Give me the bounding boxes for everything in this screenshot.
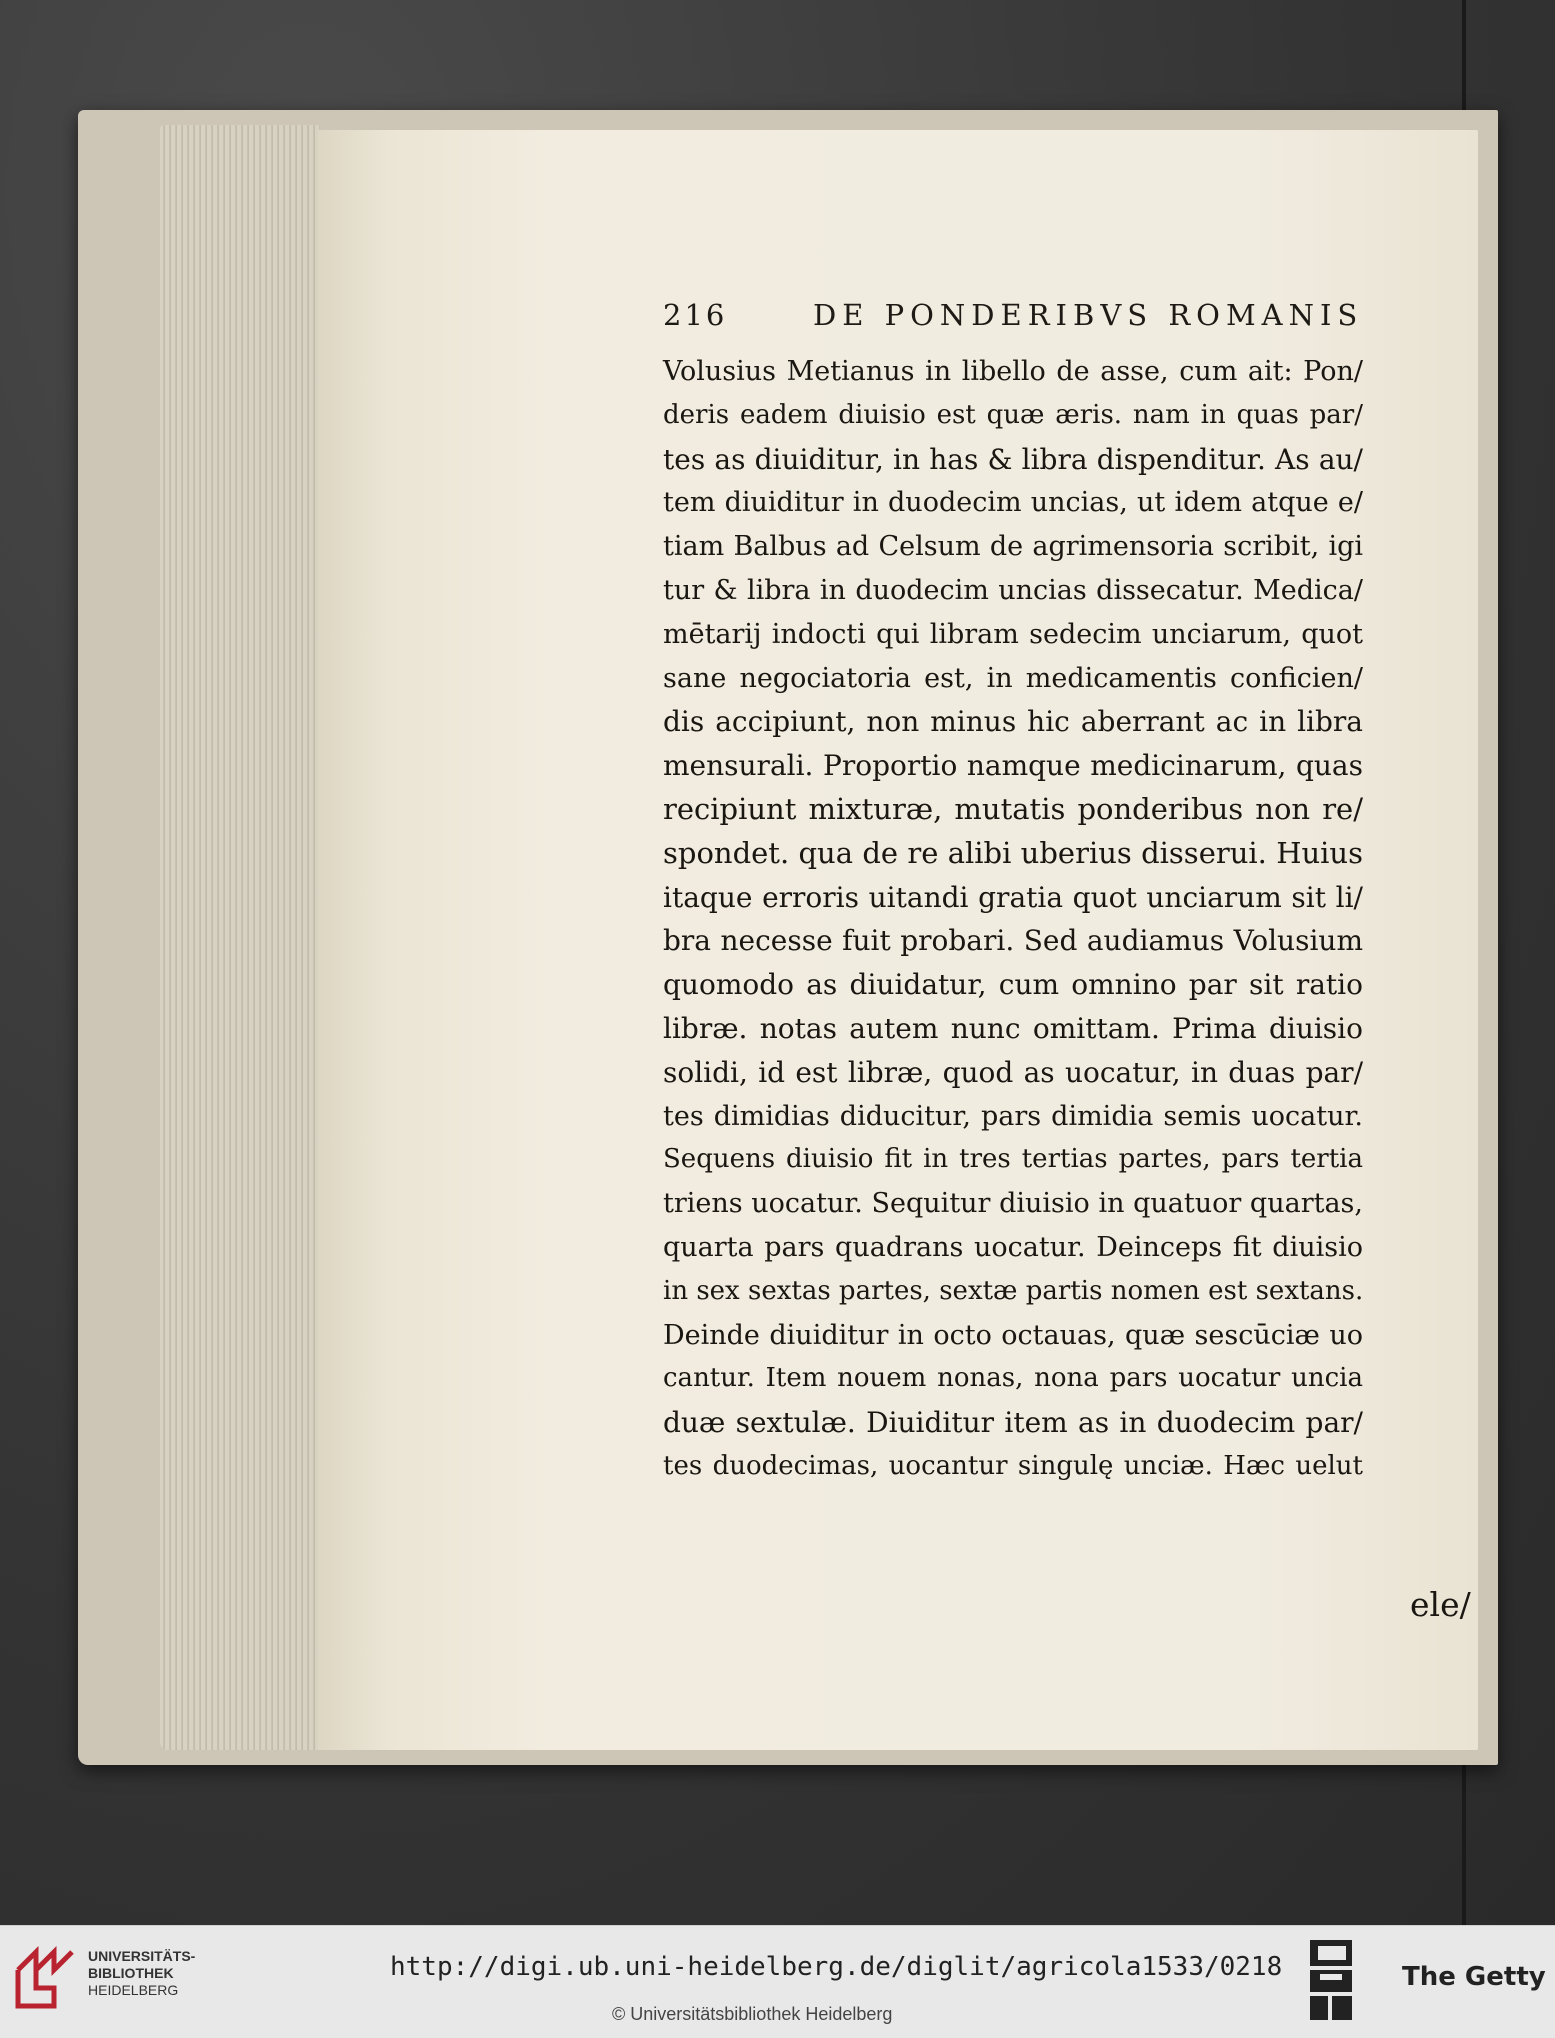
page-edges: [160, 125, 320, 1750]
text-line: tes as diuiditur, in has & libra dispenditur. As au/: [663, 442, 1363, 476]
text-line: Deinde diuiditur in octo octauas, quæ sescūciæ uo: [663, 1319, 1363, 1351]
catchword: ele/: [1410, 1585, 1471, 1624]
text-line: bra necesse fuit probari. Sed audiamus Volusium: [663, 924, 1363, 958]
copyright-notice: © Universitätsbibliothek Heidelberg: [612, 2004, 893, 2024]
partner-name: The Getty: [1402, 1962, 1546, 1992]
text-line: solidi, id est libræ, quod as uocatur, in duas par/: [663, 1055, 1363, 1089]
text-line: quarta pars quadrans uocatur. Deinceps fit diuisio: [663, 1231, 1363, 1263]
permalink[interactable]: http://digi.ub.uni-heidelberg.de/diglit/agricola1533/0218: [390, 1952, 1283, 1982]
text-line: deris eadem diuisio est quæ æris. nam in quas par/: [663, 399, 1363, 430]
text-line: tur & libra in duodecim uncias dissecatur. Medica/: [663, 574, 1363, 606]
page-header: [663, 298, 1364, 336]
text-line: quomodo as diuidatur, cum omnino par sit ratio: [663, 968, 1363, 1002]
institution-line: UNIVERSITÄTS-: [88, 1948, 196, 1964]
getty-logo-icon[interactable]: [1308, 1938, 1354, 2024]
page-number: 216: [663, 298, 728, 332]
institution-line: HEIDELBERG: [88, 1982, 179, 1998]
text-line: libræ. notas autem nunc omittam. Prima diuisio: [663, 1011, 1363, 1045]
running-title: DE PONDERIBVS ROMANIS: [813, 298, 1364, 332]
text-line: triens uocatur. Sequitur diuisio in quatuor quartas,: [663, 1188, 1363, 1220]
institution-name: [88, 1948, 195, 1999]
text-line: tes dimidias diducitur, pars dimidia semis uocatur.: [663, 1100, 1363, 1132]
footer-bar: [0, 1925, 1555, 2038]
text-line: sane negociatoria est, in medicamentis conficien/: [663, 662, 1363, 694]
text-line: tem diuiditur in duodecim uncias, ut idem atque e/: [663, 487, 1363, 519]
text-line: mētarij indocti qui libram sedecim unciarum, quot: [663, 618, 1363, 650]
text-line: tes duodecimas, uocantur singulę unciæ. Hæc uelut: [663, 1450, 1363, 1481]
text-line: duæ sextulæ. Diuiditur item as in duodecim par/: [663, 1406, 1363, 1440]
page-text: [663, 350, 1363, 1489]
text-line: tiam Balbus ad Celsum de agrimensoria scribit, igi: [663, 531, 1363, 563]
text-line: Volusius Metianus in libello de asse, cum ait: Pon/: [663, 356, 1363, 387]
text-line: dis accipiunt, non minus hic aberrant ac in libra: [663, 705, 1363, 739]
institution-line: BIBLIOTHEK: [88, 1965, 174, 1981]
text-line: spondet. qua de re alibi uberius disserui. Huius: [663, 835, 1363, 870]
text-line: mensurali. Proportio namque medicinarum, quas: [663, 749, 1363, 783]
text-line: cantur. Item nouem nonas, nona pars uocatur uncia: [663, 1363, 1363, 1394]
university-library-logo-icon[interactable]: [14, 1940, 76, 2010]
text-line: recipiunt mixturæ, mutatis ponderibus non re/: [663, 791, 1363, 826]
text-line: Sequens diuisio fit in tres tertias partes, pars tertia: [663, 1144, 1363, 1175]
text-line: itaque erroris uitandi gratia quot unciarum sit li/: [663, 880, 1363, 914]
text-line: in sex sextas partes, sextæ partis nomen est sextans.: [663, 1275, 1364, 1306]
